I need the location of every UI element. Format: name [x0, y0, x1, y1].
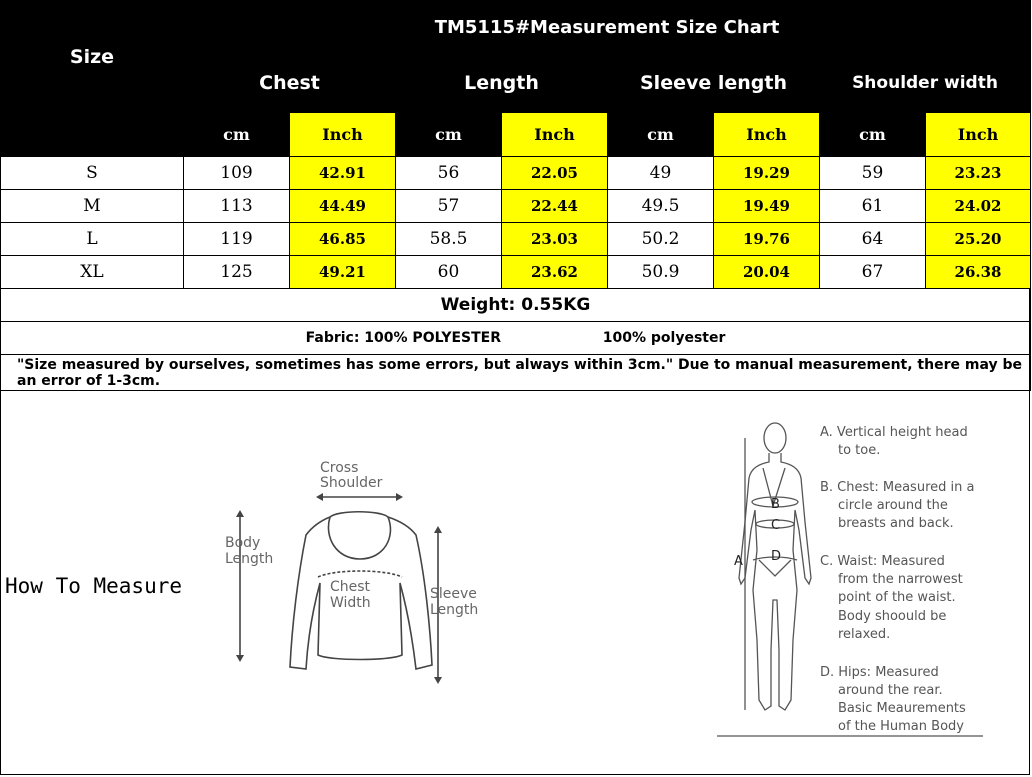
- body-label: Body: [225, 535, 261, 551]
- arrow-icon: [316, 493, 323, 501]
- mark-d: D: [771, 549, 782, 564]
- unit-inch: Inch: [502, 113, 608, 157]
- inch-cell: 19.29: [714, 157, 820, 190]
- size-cell: XL: [1, 256, 184, 289]
- cm-cell: 49: [608, 157, 714, 190]
- body-measure-text: of the Human Body: [838, 719, 964, 734]
- unit-inch: Inch: [290, 113, 396, 157]
- body-measure-text: relaxed.: [838, 627, 891, 642]
- inch-cell: 22.05: [502, 157, 608, 190]
- inch-cell: 23.23: [926, 157, 1031, 190]
- cm-cell: 67: [820, 256, 926, 289]
- unit-cm: cm: [396, 113, 502, 157]
- body-length-label: Length: [225, 551, 274, 567]
- arrow-icon: [434, 677, 442, 684]
- body-measure-text: point of the waist.: [838, 590, 956, 605]
- chest-label: Chest: [330, 579, 371, 595]
- table-row: [1, 256, 1031, 289]
- cm-cell: 61: [820, 190, 926, 223]
- body-measure-text: Body shoould be: [838, 609, 947, 624]
- mark-b: B: [771, 497, 780, 512]
- cm-cell: 109: [184, 157, 290, 190]
- inch-cell: 42.91: [290, 157, 396, 190]
- cm-cell: 59: [820, 157, 926, 190]
- body-measure-text: Basic Meaurements: [838, 701, 966, 716]
- arrow-icon: [396, 493, 403, 501]
- arrow-icon: [236, 510, 244, 517]
- shoulder-label: Shoulder: [320, 475, 383, 491]
- sweater-hood: [328, 517, 390, 559]
- measurement-note: "Size measured by ourselves, sometimes has some errors, but always within 3cm." Due to manual measurement, there may be an error of 1-3cm.: [1, 355, 1031, 391]
- table-row: [1, 157, 1031, 190]
- chest-measure-line: [318, 571, 402, 577]
- unit-inch: Inch: [714, 113, 820, 157]
- body-measure-text: circle around the: [838, 498, 948, 513]
- fabric-text-2: 100% polyester: [602, 330, 726, 346]
- body-measure-text: B. Chest: Measured in a: [820, 480, 975, 495]
- size-header: Size: [1, 1, 184, 113]
- inch-cell: 20.04: [714, 256, 820, 289]
- fabric-text: Fabric: 100% POLYESTER: [305, 330, 502, 346]
- how-to-measure-label: How To Measure: [5, 574, 183, 598]
- chart-title: TM5115#Measurement Size Chart: [184, 1, 1031, 54]
- unit-cm: cm: [184, 113, 290, 157]
- body-measure-text: D. Hips: Measured: [820, 665, 939, 680]
- cm-cell: 60: [396, 256, 502, 289]
- inch-cell: 23.62: [502, 256, 608, 289]
- sleeve-length-header: Sleeve length: [608, 54, 820, 113]
- inch-cell: 44.49: [290, 190, 396, 223]
- cm-cell: 56: [396, 157, 502, 190]
- arrow-icon: [434, 526, 442, 533]
- sleeve-length-label: Length: [430, 602, 479, 618]
- body-measure-text: breasts and back.: [838, 516, 954, 531]
- body-measure-text: around the rear.: [838, 683, 943, 698]
- inch-cell: 49.21: [290, 256, 396, 289]
- inch-cell: 25.20: [926, 223, 1031, 256]
- body-diagram: [715, 410, 990, 740]
- cm-cell: 58.5: [396, 223, 502, 256]
- weight-text: Weight: 0.55KG: [1, 289, 1031, 322]
- sweater-diagram: [220, 455, 490, 690]
- body-measure-text: C. Waist: Measured: [820, 554, 945, 569]
- cm-cell: 119: [184, 223, 290, 256]
- inch-cell: 46.85: [290, 223, 396, 256]
- width-label: Width: [330, 595, 371, 611]
- body-outline: [739, 453, 811, 710]
- inch-cell: 22.44: [502, 190, 608, 223]
- cm-cell: 125: [184, 256, 290, 289]
- cm-cell: 50.9: [608, 256, 714, 289]
- body-measure-text: to toe.: [838, 443, 881, 458]
- cm-cell: 49.5: [608, 190, 714, 223]
- size-cell: L: [1, 223, 184, 256]
- unit-inch: Inch: [926, 113, 1031, 157]
- body-measure-text: from the narrowest: [838, 572, 963, 587]
- fabric-row: [1, 322, 1031, 355]
- length-header: Length: [396, 54, 608, 113]
- size-cell: M: [1, 190, 184, 223]
- unit-cm: cm: [608, 113, 714, 157]
- inch-cell: 24.02: [926, 190, 1031, 223]
- size-cell: S: [1, 157, 184, 190]
- cm-cell: 64: [820, 223, 926, 256]
- table-row: [1, 190, 1031, 223]
- body-measure-text: A. Vertical height head: [820, 425, 968, 440]
- chest-header: Chest: [184, 54, 396, 113]
- inch-cell: 19.49: [714, 190, 820, 223]
- mark-a: A: [734, 554, 743, 569]
- inch-cell: 19.76: [714, 223, 820, 256]
- table-row: [1, 223, 1031, 256]
- cm-cell: 57: [396, 190, 502, 223]
- inch-cell: 26.38: [926, 256, 1031, 289]
- unit-blank: [1, 113, 184, 157]
- cm-cell: 113: [184, 190, 290, 223]
- sleeve-label: Sleeve: [430, 586, 477, 602]
- unit-cm: cm: [820, 113, 926, 157]
- inch-cell: 23.03: [502, 223, 608, 256]
- mark-c: C: [771, 518, 781, 533]
- shoulder-width-header: Shoulder width: [820, 54, 1031, 113]
- arrow-icon: [236, 655, 244, 662]
- cm-cell: 50.2: [608, 223, 714, 256]
- cross-label: Cross: [320, 460, 359, 476]
- head-shape: [764, 423, 786, 453]
